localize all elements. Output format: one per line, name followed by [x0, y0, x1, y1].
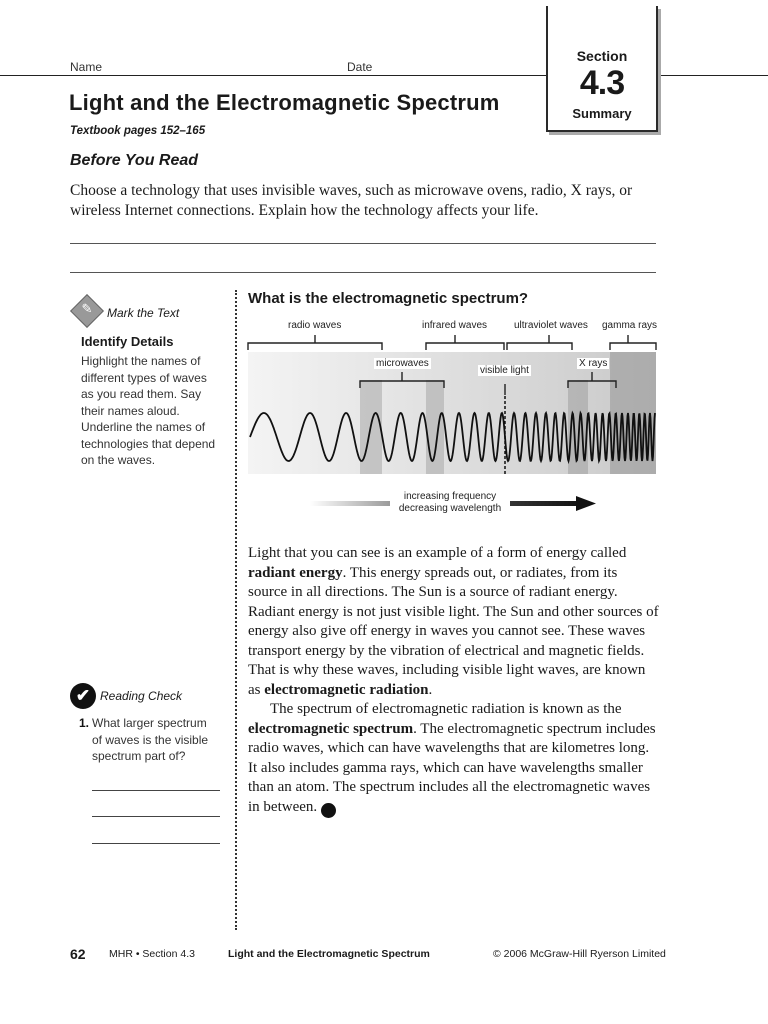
reading-check-label: Reading Check [100, 689, 183, 703]
p1-text-b: . This energy spreads out, or radiates, from its source in all directions. The Sun is a source of radiant energy. Radiant energy is not just visible light. The Sun and other sources of energy also give off energy in waves you cannot see. These waves transport energy by the vibration of electrical and magnetic fields. That is why these waves, including visible light waves, are known as [248, 564, 659, 698]
question-number: 1. [79, 716, 90, 730]
identify-details-heading: Identify Details [81, 334, 174, 349]
paragraph-1 [248, 544, 660, 700]
page-title: Light and the Electromagnetic Spectrum [69, 90, 500, 115]
page-number: 62 [70, 946, 86, 962]
before-you-read-prompt: Choose a technology that uses invisible waves, such as microwave ovens, radio, X rays, or wireless Internet connections. Explain how the technology affects your life. [70, 182, 633, 219]
before-you-read-heading: Before You Read [70, 152, 199, 169]
label-infrared-waves: infrared waves [422, 320, 488, 331]
mark-the-text-label: Mark the Text [107, 306, 180, 320]
section-kind: Summary [572, 106, 632, 121]
label-visible-light: visible light [480, 365, 529, 376]
label-ultraviolet-waves: ultraviolet waves [514, 320, 588, 331]
identify-details-text: Highlight the names of different types of waves as you read them. Say their names aloud. Underline the names of technologies that depend on the waves. [81, 354, 216, 467]
p1-text-c: . [428, 681, 433, 698]
term-radiant-energy: radiant energy [248, 564, 343, 581]
footer-source: MHR • Section 4.3 [109, 948, 195, 960]
checkmark-icon: ✔ [321, 803, 336, 818]
microwave-band-right [426, 380, 444, 474]
footer-title: Light and the Electromagnetic Spectrum [228, 948, 430, 960]
p2-text-a: The spectrum of electromagnetic radiation is known as the [270, 701, 622, 717]
frequency-arrow-label [390, 491, 510, 515]
label-microwaves: microwaves [376, 358, 429, 369]
arrow-label-line-2: decreasing wavelength [398, 503, 502, 514]
answer-line-q1-c[interactable] [92, 843, 220, 844]
label-x-rays: X rays [579, 358, 608, 369]
p2-text-b: . The electromagnetic spectrum includes radio waves, which can have wavelengths that are kilometres long. It also includes gamma rays, which can have wavelengths smaller than an atom. The spectrum includes all the electromagnetic waves in between. [248, 720, 656, 815]
label-gamma-rays: gamma rays [602, 320, 658, 331]
answer-line-q1-a[interactable] [92, 790, 220, 791]
term-em-spectrum: electromagnetic spectrum [248, 720, 414, 737]
checkmark-icon: ✔ [70, 683, 96, 709]
p1-text-a: Light that you can see is an example of a form of energy called [248, 545, 627, 561]
date-label: Date [347, 60, 373, 74]
label-radio-waves: radio waves [288, 320, 342, 331]
highlighter-glyph: ✎ [81, 301, 93, 316]
section-label: Section [576, 48, 628, 64]
paragraph-2 [248, 700, 660, 818]
answer-line-q1-b[interactable] [92, 816, 220, 817]
diagram-heading: What is the electromagnetic spectrum? [248, 290, 529, 307]
name-label: Name [70, 60, 103, 74]
textbook-pages: Textbook pages 152–165 [70, 125, 206, 137]
section-number: 4.3 [579, 64, 625, 102]
term-em-radiation: electromagnetic radiation [264, 681, 429, 698]
footer-copyright: © 2006 McGraw-Hill Ryerson Limited [493, 948, 666, 960]
summary-body [248, 544, 660, 818]
arrow-label-line-1: increasing frequency [403, 491, 497, 502]
frequency-arrow-head [576, 496, 596, 511]
question-text: What larger spectrum of waves is the visible spectrum part of? [92, 716, 209, 763]
